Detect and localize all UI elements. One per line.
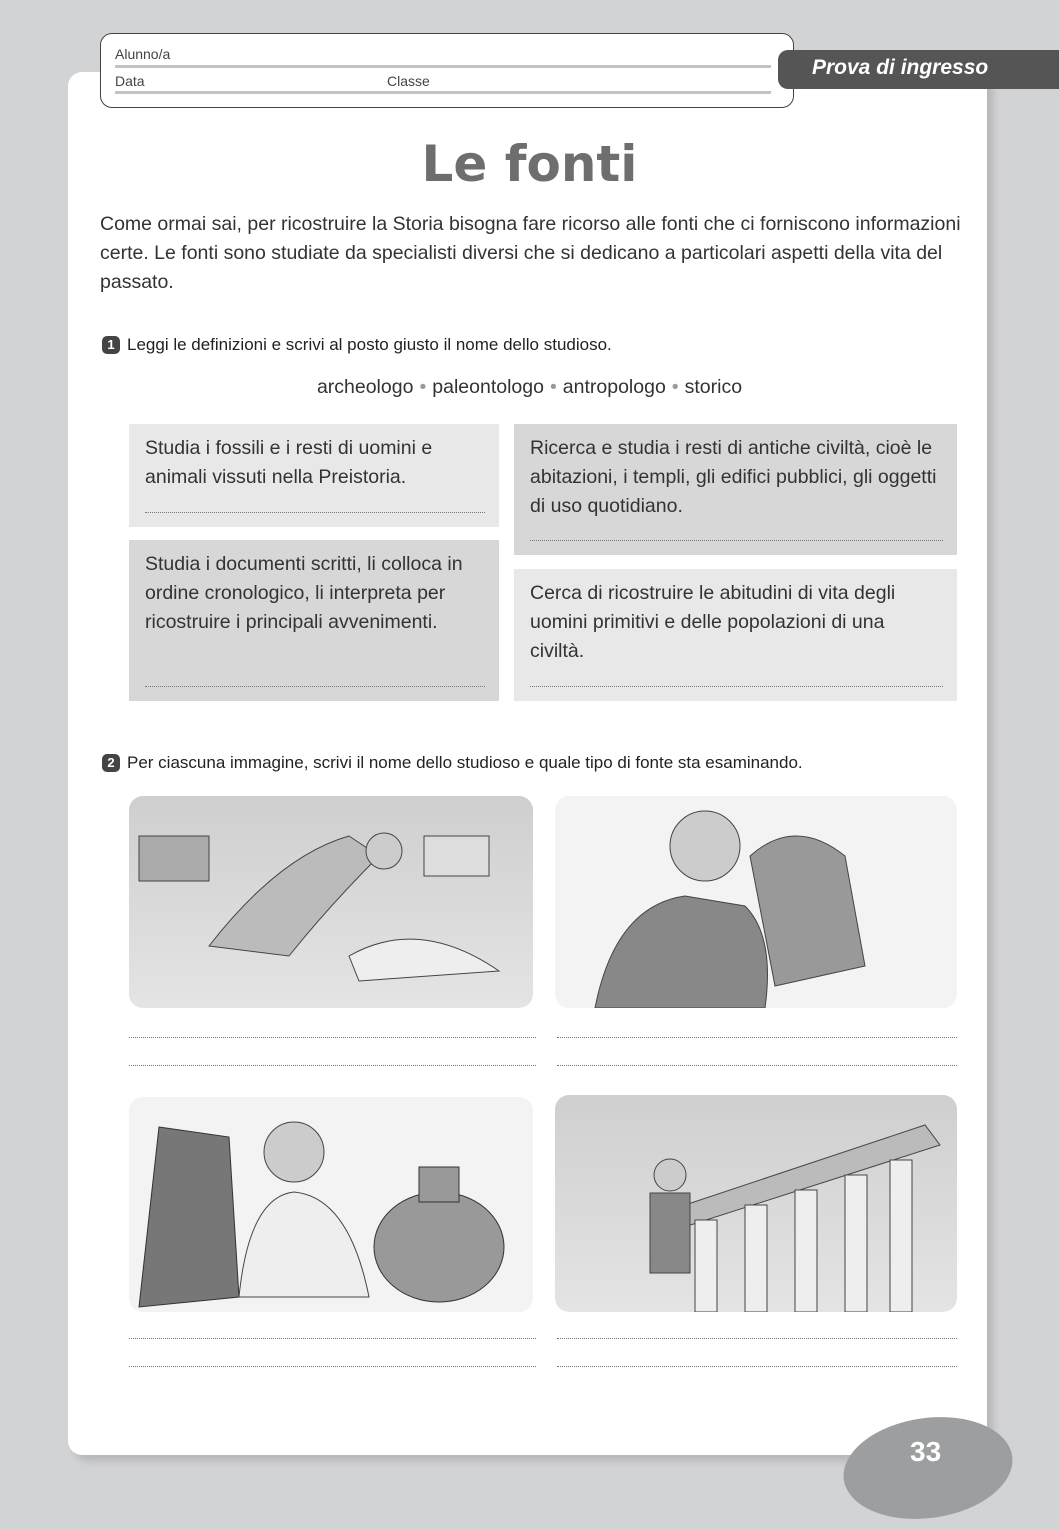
student-info-box: [100, 33, 794, 108]
section-tab: Prova di ingresso: [778, 50, 1059, 89]
separator: •: [549, 376, 557, 398]
page-number: 33: [910, 1436, 942, 1467]
paleontologist-illustration: [129, 796, 533, 1008]
anthropologist-illustration: [129, 1097, 533, 1312]
definition-text: Studia i documenti scritti, li colloca in ordine cronologico, li interpreta per ricostruire i principali avvenimenti.: [145, 553, 463, 633]
definition-box: [514, 569, 957, 701]
word: paleontologo: [432, 376, 544, 398]
answer-line[interactable]: [129, 1065, 536, 1066]
class-label: Classe: [387, 73, 430, 89]
definition-box: [129, 424, 499, 527]
exercise-number: 1: [102, 336, 120, 354]
answer-line[interactable]: [530, 540, 943, 541]
answer-line[interactable]: [557, 1037, 957, 1038]
answer-line[interactable]: [557, 1366, 957, 1367]
word: storico: [684, 376, 743, 398]
student-label: Alunno/a: [115, 46, 171, 62]
answer-line[interactable]: [557, 1338, 957, 1339]
definition-box: [514, 424, 957, 555]
exercise-instruction: Per ciascuna immagine, scrivi il nome dello studioso e quale tipo di fonte sta esaminando.: [127, 753, 803, 772]
answer-line[interactable]: [145, 512, 485, 513]
exercise-1-heading: [102, 335, 612, 355]
exercise-instruction: Leggi le definizioni e scrivi al posto giusto il nome dello studioso.: [127, 335, 612, 354]
definition-box: [129, 540, 499, 701]
historian-illustration: [555, 796, 957, 1008]
archaeologist-illustration: [555, 1095, 957, 1312]
word: archeologo: [316, 376, 414, 398]
definition-text: Studia i fossili e i resti di uomini e animali vissuti nella Preistoria.: [145, 437, 433, 488]
page-title: Le fonti: [421, 135, 638, 193]
answer-line[interactable]: [129, 1338, 536, 1339]
definition-text: Cerca di ricostruire le abitudini di vita degli uomini primitivi e delle popolazioni di una civiltà.: [530, 582, 896, 662]
answer-line[interactable]: [557, 1065, 957, 1066]
answer-line[interactable]: [129, 1037, 536, 1038]
answer-line[interactable]: [129, 1366, 536, 1367]
answer-line[interactable]: [530, 686, 943, 687]
word-bank: [0, 376, 1059, 399]
separator: •: [419, 376, 427, 398]
separator: •: [671, 376, 679, 398]
intro-text: Come ormai sai, per ricostruire la Storia bisogna fare ricorso alle fonti che ci forniscono informazioni certe. Le fonti sono studiate da specialisti diversi che si dedicano a particolari aspetti della vita del passato.: [100, 213, 961, 293]
date-class-line[interactable]: [115, 91, 771, 94]
word: antropologo: [562, 376, 666, 398]
exercise-2-heading: [102, 753, 803, 773]
definition-text: Ricerca e studia i resti di antiche civiltà, cioè le abitazioni, i templi, gli edifici pubblici, gli oggetti di uso quotidiano.: [530, 437, 937, 517]
answer-line[interactable]: [145, 686, 485, 687]
date-label: Data: [115, 73, 145, 89]
student-name-line[interactable]: [115, 65, 771, 68]
exercise-number: 2: [102, 754, 120, 772]
